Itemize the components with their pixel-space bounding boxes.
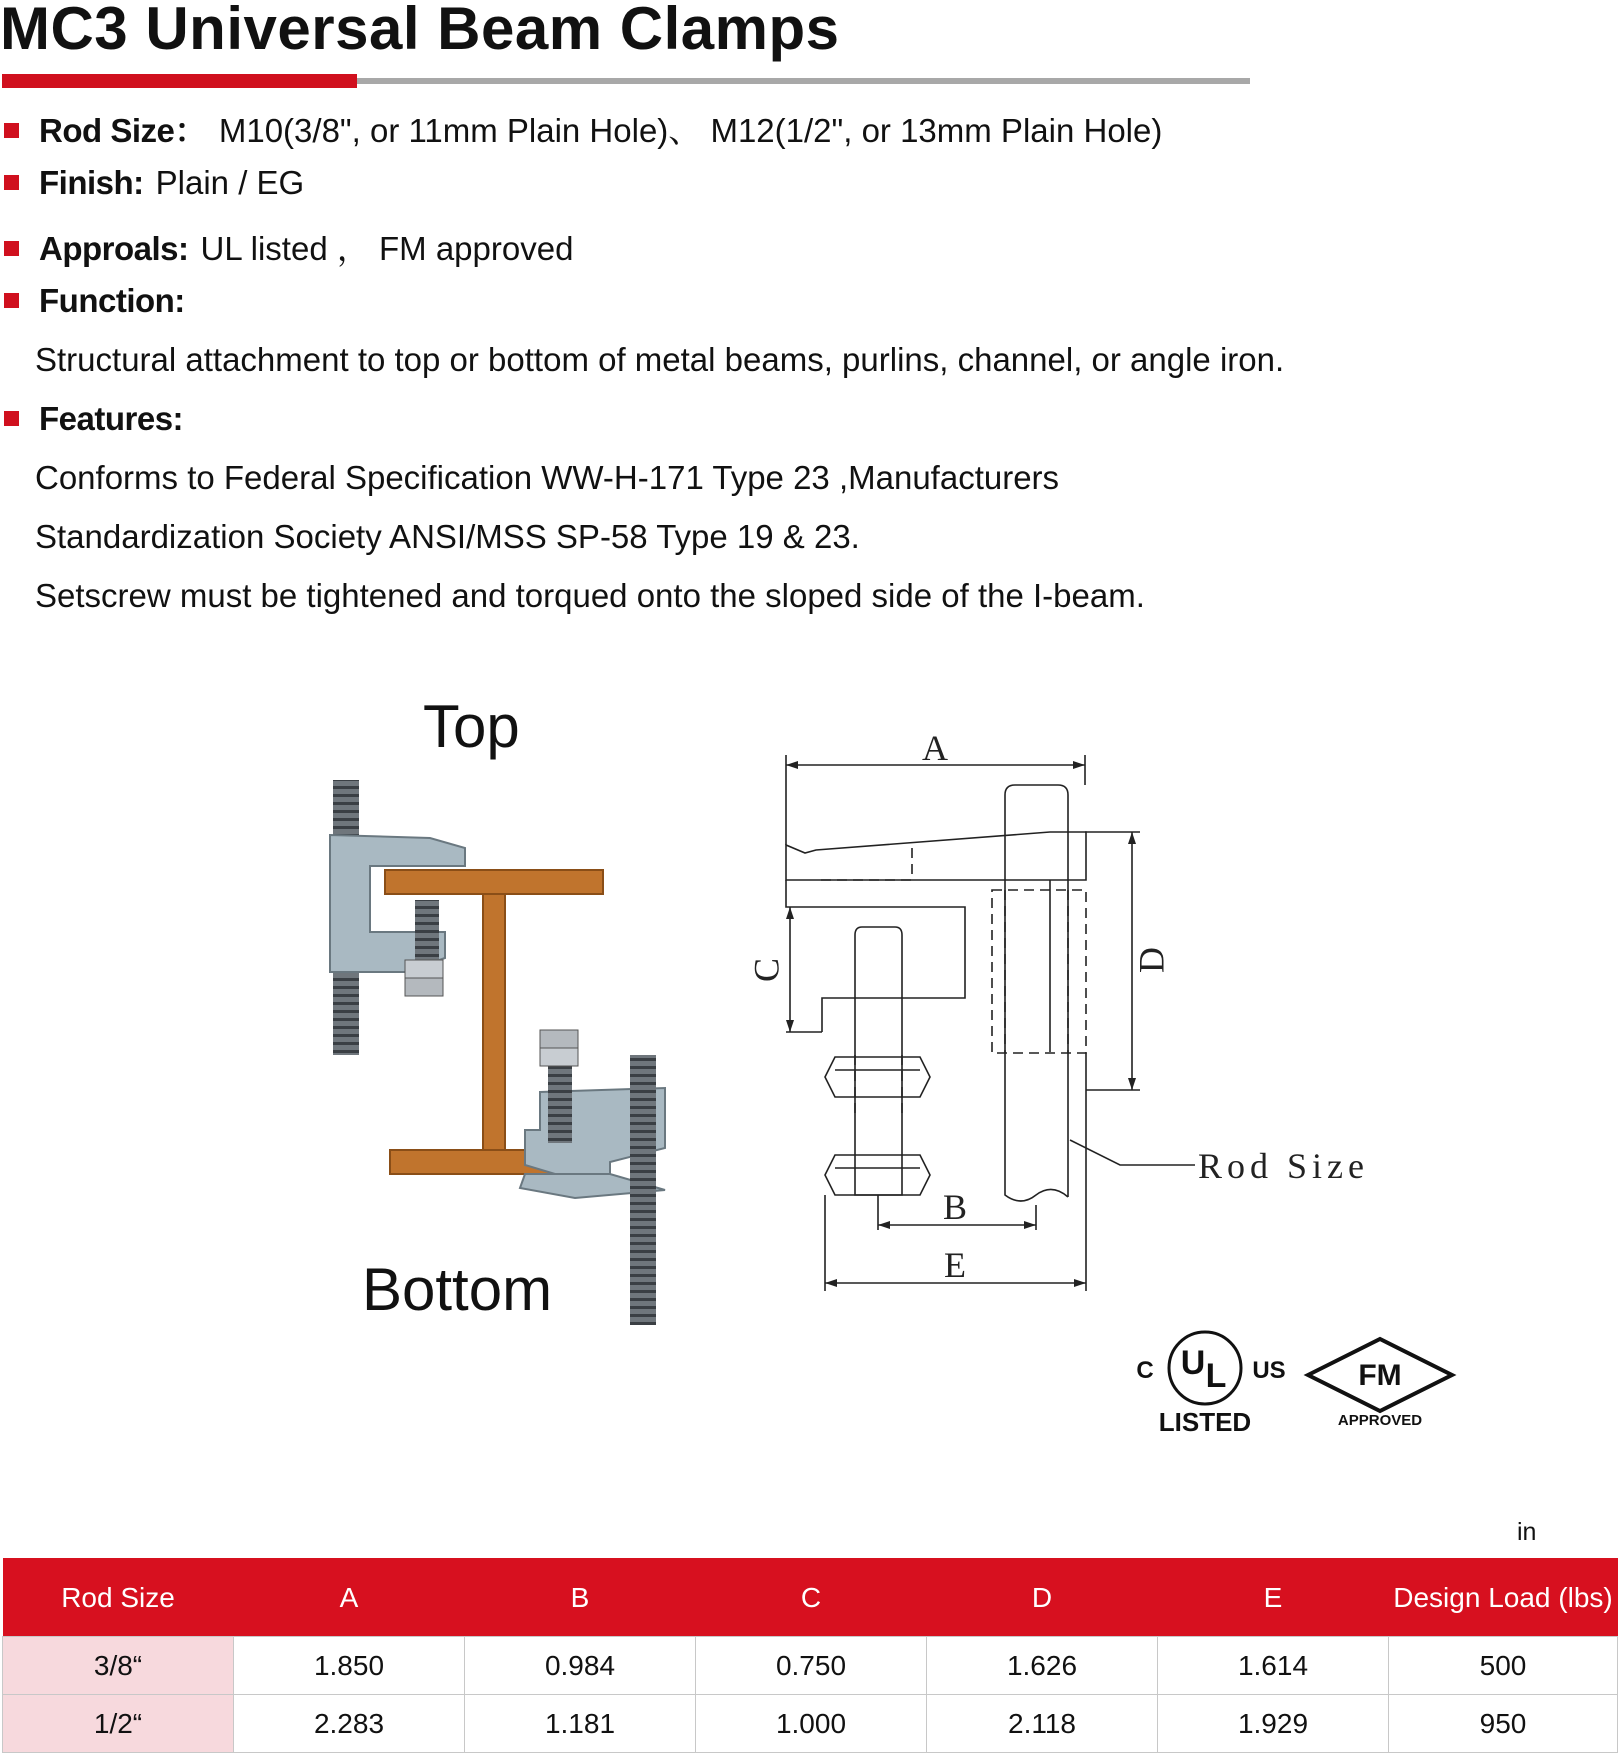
- top-clamp: [330, 835, 465, 972]
- bottom-nut: [540, 1030, 578, 1048]
- cell-rod-size: 1/2“: [3, 1695, 234, 1753]
- table-row: [3, 1637, 1618, 1695]
- hidden-line: [992, 890, 1086, 1053]
- cell-a: 1.850: [234, 1637, 465, 1695]
- clamp-illustration: [320, 770, 680, 1330]
- features-line: Conforms to Federal Specification WW-H-171 Type 23 ,Manufacturers: [35, 459, 1060, 496]
- features-line: Setscrew must be tightened and torqued onto the sloped side of the I-beam.: [35, 577, 1145, 614]
- spec-value: Plain / EG: [155, 164, 305, 201]
- rod-outline: [1005, 795, 1068, 1201]
- table-row: [3, 1695, 1618, 1753]
- cell-c: 1.000: [696, 1695, 927, 1753]
- dim-a-label: A: [922, 728, 948, 768]
- spec-label: Features:: [39, 400, 184, 437]
- unit-label: in: [1517, 1518, 1537, 1546]
- fm-text: FM: [1358, 1359, 1402, 1392]
- beam-top-flange: [385, 870, 603, 894]
- spec-label: Approals:: [39, 230, 189, 267]
- top-setscrew: [415, 900, 439, 965]
- cell-rod-size: 3/8“: [3, 1637, 234, 1695]
- nut-line: [835, 1070, 920, 1168]
- ul-u-text: U: [1180, 1344, 1206, 1382]
- fm-approved-text: APPROVED: [1337, 1412, 1423, 1429]
- header-rod-size: Rod Size: [3, 1558, 234, 1637]
- bullet: [4, 411, 19, 426]
- cell-c: 0.750: [696, 1637, 927, 1695]
- spec-function: [0, 282, 185, 320]
- top-nut: [405, 960, 443, 978]
- ul-listed-text: LISTED: [1158, 1407, 1252, 1437]
- clamp-jaw-outline: [786, 880, 965, 1032]
- nut-outline: [825, 1155, 930, 1195]
- rod-size-leader: [1070, 1140, 1195, 1165]
- rod-outline: [1005, 785, 1068, 1197]
- table-header-row: [3, 1558, 1618, 1637]
- dim-c-label: C: [746, 957, 787, 983]
- spec-value: M10(3/8", or 11mm Plain Hole)、 M12(1/2", or 13mm Plain Hole): [218, 112, 1163, 149]
- cell-b: 1.181: [465, 1695, 696, 1753]
- ul-l-text: L: [1205, 1357, 1227, 1395]
- header-e: E: [1158, 1558, 1389, 1637]
- figure-top-label: Top: [423, 693, 520, 760]
- bullet: [4, 241, 19, 256]
- beam-web: [483, 894, 505, 1150]
- cell-b: 0.984: [465, 1637, 696, 1695]
- bottom-rod: [630, 1055, 656, 1325]
- dimension-drawing: [740, 728, 1369, 1295]
- dimensions-table: [2, 1558, 1618, 1753]
- features-line: Standardization Society ANSI/MSS SP-58 Type 19 & 23.: [35, 518, 860, 555]
- bullet: [4, 293, 19, 308]
- top-nut: [405, 978, 443, 996]
- spec-label: Rod Size：: [39, 112, 207, 149]
- bottom-nut: [540, 1048, 578, 1066]
- title-rule-gray: [357, 78, 1250, 84]
- ul-us-text: US: [1252, 1357, 1286, 1384]
- cell-design-load: 950: [1389, 1695, 1618, 1753]
- header-c: C: [696, 1558, 927, 1637]
- spec-value: UL listed ， FM approved: [200, 230, 574, 267]
- dim-d-label: D: [1131, 947, 1172, 973]
- title-rule-red: [2, 74, 357, 88]
- header-design-load: Design Load (lbs): [1389, 1558, 1618, 1637]
- dim-e-label: E: [944, 1245, 966, 1285]
- clamp-top-outline: [786, 832, 1086, 880]
- header-d: D: [927, 1558, 1158, 1637]
- cell-e: 1.614: [1158, 1637, 1389, 1695]
- ul-c-text: C: [1136, 1357, 1154, 1384]
- fm-approved-logo: [1300, 1335, 1460, 1430]
- header-b: B: [465, 1558, 696, 1637]
- spec-label: Finish:: [39, 164, 144, 201]
- cell-a: 2.283: [234, 1695, 465, 1753]
- hidden-line: [1005, 890, 1068, 1053]
- figure-bottom-label: Bottom: [362, 1256, 553, 1323]
- spec-finish: [0, 164, 304, 202]
- bullet: [4, 175, 19, 190]
- cell-d: 1.626: [927, 1637, 1158, 1695]
- spec-features: [0, 400, 183, 438]
- function-text: Structural attachment to top or bottom of metal beams, purlins, channel, or angle iron.: [35, 341, 1285, 378]
- cell-design-load: 500: [1389, 1637, 1618, 1695]
- spec-approvals: [0, 223, 573, 270]
- cell-e: 1.929: [1158, 1695, 1389, 1753]
- nut-outline: [825, 1057, 930, 1097]
- page-title: MC3 Universal Beam Clamps: [0, 0, 840, 62]
- header-a: A: [234, 1558, 465, 1637]
- cell-d: 2.118: [927, 1695, 1158, 1753]
- dim-b-label: B: [942, 1187, 968, 1227]
- hidden-line: [855, 1055, 902, 1115]
- spec-rod-size: [0, 105, 1162, 152]
- bullet: [4, 123, 19, 138]
- dim-a-line: [786, 755, 1085, 845]
- dim-c-line: [786, 907, 822, 1032]
- spec-label: Function:: [39, 282, 185, 319]
- rod-size-label: Rod Size: [1198, 1146, 1369, 1186]
- ul-listed-logo: [1130, 1312, 1290, 1437]
